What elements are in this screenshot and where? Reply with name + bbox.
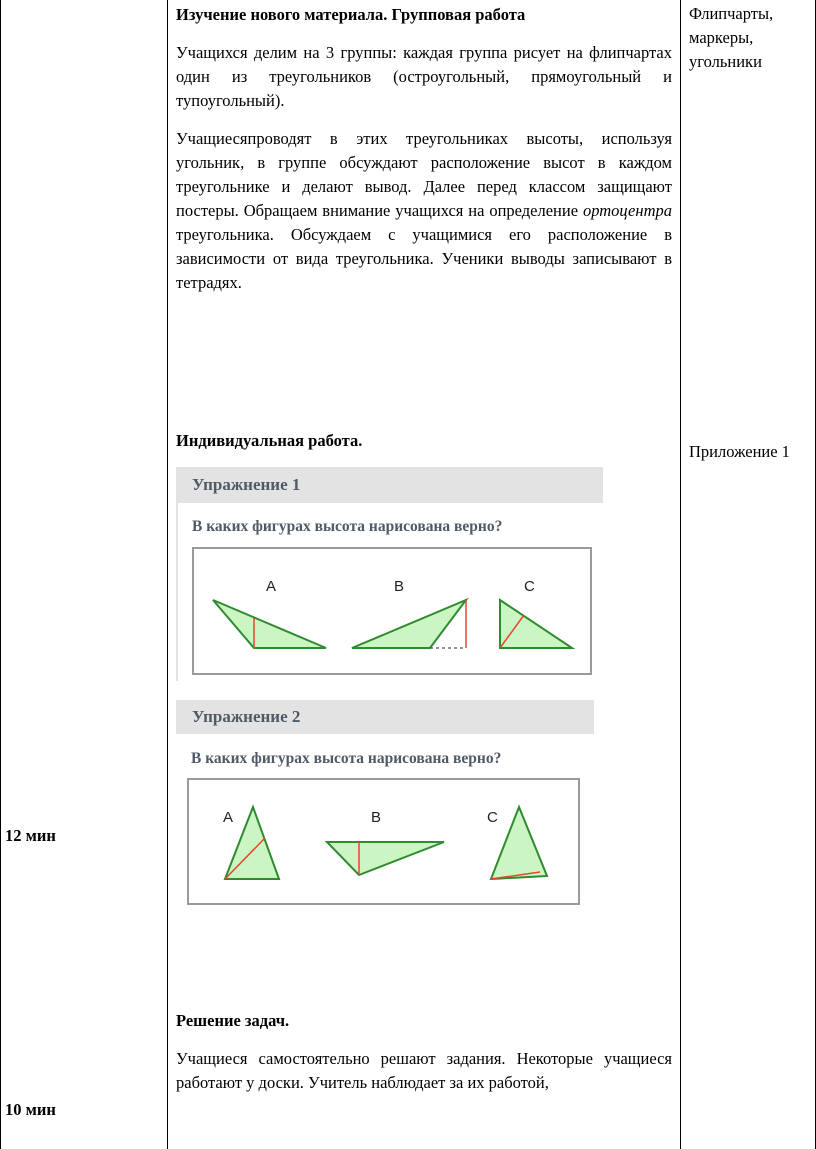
ex1-triangle-b: [352, 600, 466, 648]
ex2-triangle-c: [491, 807, 547, 879]
paragraph-heights: [176, 127, 672, 295]
ex2-label-c: C: [487, 809, 498, 826]
ex1-triangle-c: [500, 600, 572, 648]
table-border-col1: [167, 0, 168, 1149]
exercise-2-question: В каких фигурах высота нарисована верно?: [191, 750, 502, 767]
exercise-2-figure: [187, 778, 580, 905]
exercise-1-figure: [192, 547, 592, 675]
ex2-label-b: B: [371, 809, 382, 826]
appendix-reference: Приложение 1: [689, 442, 790, 461]
paragraph-heights-text-end: треугольника. Обсуждаем с учащимися его расположение в зависимости от вида треугольника. Ученики выводы записывают в тетрадях.: [176, 225, 672, 292]
exercise-1-title: Упражнение 1: [176, 467, 603, 503]
table-border-left: [0, 0, 1, 1149]
time-label-12: 12 мин: [5, 826, 56, 845]
paragraph-groups: Учащихся делим на 3 группы: каждая группа рисует на флипчартах один из треугольников (остроугольный, прямоугольный и тупоугольный).: [176, 43, 672, 110]
table-border-col2: [680, 0, 681, 1149]
ex1-triangle-a: [213, 600, 326, 648]
exercise-1-side-rule: [176, 503, 178, 681]
ex1-label-b: B: [394, 578, 405, 595]
heading-problem-solving: Решение задач.: [176, 1011, 290, 1030]
ex1-label-c: C: [524, 578, 535, 595]
exercise-1-question: В каких фигурах высота нарисована верно?: [192, 518, 503, 535]
orthocenter-term: ортоцентра: [582, 201, 672, 220]
paragraph-problem-solving: Учащиеся самостоятельно решают задания. Некоторые учащиеся работают у доски. Учитель наблюдает за их работой,: [176, 1049, 672, 1092]
ex1-label-a: A: [266, 578, 277, 595]
ex2-triangle-a: [225, 807, 279, 879]
ex2-triangle-b: [327, 842, 444, 875]
paragraph-heights-text-start: Учащиесяпроводят в этих треугольниках высоты, используя угольник, в группе обсуждают расположение высот в каждом треугольнике и делают вывод. Далее перед классом защищают постеры. Обращаем внимание учащихся на определение: [176, 129, 672, 220]
time-label-10: 10 мин: [5, 1100, 56, 1119]
resources-list: Флипчарты, маркеры, угольники: [689, 4, 774, 71]
exercise-2-title: Упражнение 2: [176, 700, 594, 734]
heading-individual-work: Индивидуальная работа.: [176, 431, 363, 450]
ex2-label-a: A: [223, 809, 234, 826]
heading-group-work: Изучение нового материала. Групповая работа: [176, 5, 526, 24]
